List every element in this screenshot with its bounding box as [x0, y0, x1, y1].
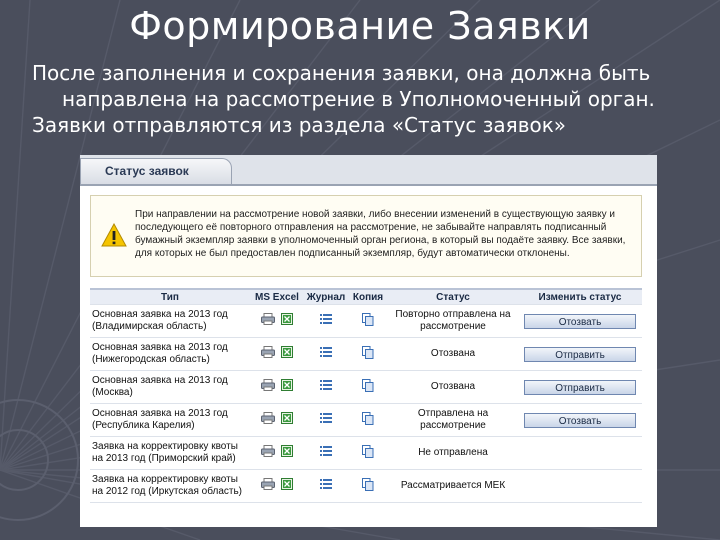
row-type: Заявка на корректировку квоты на 2013 год (Приморский край) — [90, 437, 250, 470]
body-line-2: направлена на рассмотрение в Уполномоченный орган. — [62, 87, 655, 111]
row-status: Рассматривается МЕК — [388, 470, 518, 503]
journal-cell — [304, 305, 348, 338]
action-cell — [518, 437, 642, 470]
row-status: Отозвана — [388, 338, 518, 371]
excel-cell — [250, 371, 304, 404]
journal-list-icon[interactable] — [320, 445, 332, 461]
excel-icon[interactable] — [281, 412, 293, 428]
col-header-status: Статус — [388, 289, 518, 305]
tab-strip — [80, 155, 657, 185]
printer-icon[interactable] — [261, 478, 275, 494]
excel-icon[interactable] — [281, 478, 293, 494]
action-cell — [518, 404, 642, 437]
copy-cell — [348, 470, 388, 503]
table-row — [90, 371, 642, 404]
action-cell — [518, 470, 642, 503]
action-cell — [518, 305, 642, 338]
copy-cell — [348, 338, 388, 371]
table-header-row — [90, 289, 642, 305]
row-type: Основная заявка на 2013 год (Республика Карелия) — [90, 404, 250, 437]
row-type: Основная заявка на 2013 год (Владимирская область) — [90, 305, 250, 338]
journal-list-icon[interactable] — [320, 313, 332, 329]
row-status: Не отправлена — [388, 437, 518, 470]
tab-underline — [80, 184, 657, 186]
copy-cell — [348, 305, 388, 338]
body-line-3: Заявки отправляются из раздела «Статус заявок» — [32, 113, 567, 137]
change-status-button[interactable]: Отозвать — [524, 413, 636, 428]
tab-status[interactable]: Статус заявок — [80, 158, 232, 184]
copy-icon[interactable] — [362, 313, 374, 330]
notice-text: При направлении на рассмотрение новой заявки, либо внесении изменений в существующую заявку и последующего её повторного отправления на рассмотрение, не забывайте направлять подписанный бумажный экземпляр заявки в уполномоченный орган региона, в который вы подаёте заявку. Все заявки, для которых не был предоставлен подписанный экземпляр, будут автоматически отклонены. — [135, 209, 626, 259]
copy-icon[interactable] — [362, 346, 374, 363]
journal-cell — [304, 338, 348, 371]
journal-list-icon[interactable] — [320, 346, 332, 362]
journal-list-icon[interactable] — [320, 478, 332, 494]
journal-cell — [304, 371, 348, 404]
table-row — [90, 470, 642, 503]
table-row — [90, 437, 642, 470]
journal-list-icon[interactable] — [320, 412, 332, 428]
row-status: Повторно отправлена на рассмотрение — [388, 305, 518, 338]
slide-body — [32, 60, 712, 138]
journal-list-icon[interactable] — [320, 379, 332, 395]
excel-cell — [250, 470, 304, 503]
copy-cell — [348, 437, 388, 470]
body-line-1: После заполнения и сохранения заявки, она должна быть — [32, 61, 651, 85]
printer-icon[interactable] — [261, 412, 275, 428]
col-header-journal: Журнал — [304, 289, 348, 305]
journal-cell — [304, 437, 348, 470]
printer-icon[interactable] — [261, 379, 275, 395]
excel-cell — [250, 404, 304, 437]
printer-icon[interactable] — [261, 313, 275, 329]
change-status-button[interactable]: Отправить — [524, 380, 636, 395]
change-status-button[interactable]: Отозвать — [524, 314, 636, 329]
row-type: Заявка на корректировку квоты на 2012 год (Иркутская область) — [90, 470, 250, 503]
row-status: Отправлена на рассмотрение — [388, 404, 518, 437]
excel-cell — [250, 338, 304, 371]
excel-icon[interactable] — [281, 445, 293, 461]
action-cell — [518, 371, 642, 404]
copy-icon[interactable] — [362, 379, 374, 396]
copy-icon[interactable] — [362, 412, 374, 429]
warning-triangle-icon — [101, 223, 127, 247]
journal-cell — [304, 470, 348, 503]
printer-icon[interactable] — [261, 346, 275, 362]
col-header-excel: MS Excel — [250, 289, 304, 305]
excel-icon[interactable] — [281, 313, 293, 329]
slide-title: Формирование Заявки — [129, 4, 591, 48]
excel-cell — [250, 437, 304, 470]
change-status-button[interactable]: Отправить — [524, 347, 636, 362]
journal-cell — [304, 404, 348, 437]
row-type: Основная заявка на 2013 год (Москва) — [90, 371, 250, 404]
table-row — [90, 305, 642, 338]
copy-cell — [348, 404, 388, 437]
excel-icon[interactable] — [281, 379, 293, 395]
row-type: Основная заявка на 2013 год (Нижегородская область) — [90, 338, 250, 371]
col-header-copy: Копия — [348, 289, 388, 305]
copy-icon[interactable] — [362, 445, 374, 462]
col-header-type: Тип — [90, 289, 250, 305]
status-table — [90, 288, 642, 503]
table-row — [90, 404, 642, 437]
printer-icon[interactable] — [261, 445, 275, 461]
row-status: Отозвана — [388, 371, 518, 404]
copy-cell — [348, 371, 388, 404]
status-screenshot — [80, 155, 657, 527]
table-row — [90, 338, 642, 371]
action-cell — [518, 338, 642, 371]
notice-box — [90, 195, 642, 277]
col-header-change-status: Изменить статус — [518, 289, 642, 305]
excel-icon[interactable] — [281, 346, 293, 362]
copy-icon[interactable] — [362, 478, 374, 495]
excel-cell — [250, 305, 304, 338]
